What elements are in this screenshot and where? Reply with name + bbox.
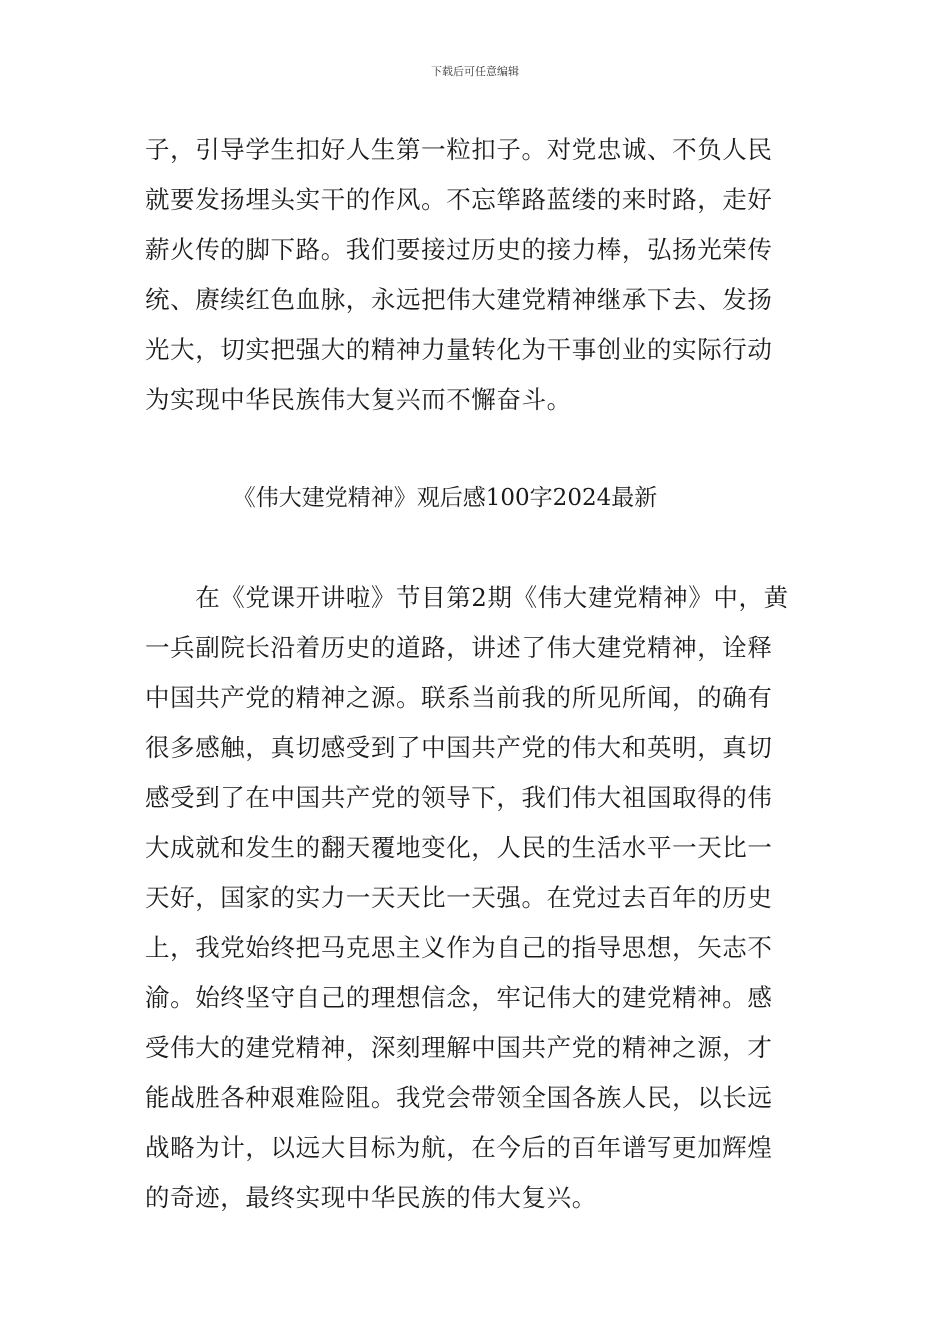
paragraph-line: 统、赓续红色血脉，永远把伟大建党精神继承下去、发扬 bbox=[145, 285, 773, 314]
paragraph-line: 为实现中华民族伟大复兴而不懈奋斗。 bbox=[145, 385, 572, 414]
paragraph-line: 子，引导学生扣好人生第一粒扣子。对党忠诚、不负人民 bbox=[145, 135, 773, 164]
paragraph-line: 光大，切实把强大的精神力量转化为干事创业的实际行动 bbox=[145, 335, 773, 364]
paragraph-line: 能战胜各种艰难险阻。我党会带领全国各族人民，以长远 bbox=[145, 1083, 773, 1112]
paragraph-line: 在《党课开讲啦》节目第2期《伟大建党精神》中，黄 bbox=[145, 583, 789, 612]
paragraph-line: 战略为计，以远大目标为航，在今后的百年谱写更加辉煌 bbox=[145, 1133, 773, 1162]
paragraph-line: 感受到了在中国共产党的领导下，我们伟大祖国取得的伟 bbox=[145, 783, 773, 812]
paragraph-line: 一兵副院长沿着历史的道路，讲述了伟大建党精神，诠释 bbox=[145, 633, 773, 662]
paragraph-line: 薪火传的脚下路。我们要接过历史的接力棒，弘扬光荣传 bbox=[145, 235, 773, 264]
paragraph-line: 渝。始终坚守自己的理想信念，牢记伟大的建党精神。感 bbox=[145, 983, 773, 1012]
paragraph-line: 大成就和发生的翻天覆地变化，人民的生活水平一天比一 bbox=[145, 833, 773, 862]
paragraph-line: 上，我党始终把马克思主义作为自己的指导思想，矢志不 bbox=[145, 933, 773, 962]
section-title: 《伟大建党精神》观后感100字2024最新 bbox=[232, 485, 658, 511]
paragraph-line: 天好，国家的实力一天天比一天强。在党过去百年的历史 bbox=[145, 883, 773, 912]
paragraph-line: 中国共产党的精神之源。联系当前我的所见所闻，的确有 bbox=[145, 683, 773, 712]
paragraph-line: 的奇迹，最终实现中华民族的伟大复兴。 bbox=[145, 1183, 597, 1212]
paragraph-line: 受伟大的建党精神，深刻理解中国共产党的精神之源，才 bbox=[145, 1033, 773, 1062]
paragraph-line: 很多感触，真切感受到了中国共产党的伟大和英明，真切 bbox=[145, 733, 773, 762]
page-header: 下载后可任意编辑 bbox=[431, 65, 519, 78]
paragraph-line: 就要发扬埋头实干的作风。不忘筚路蓝缕的来时路，走好 bbox=[145, 185, 773, 214]
